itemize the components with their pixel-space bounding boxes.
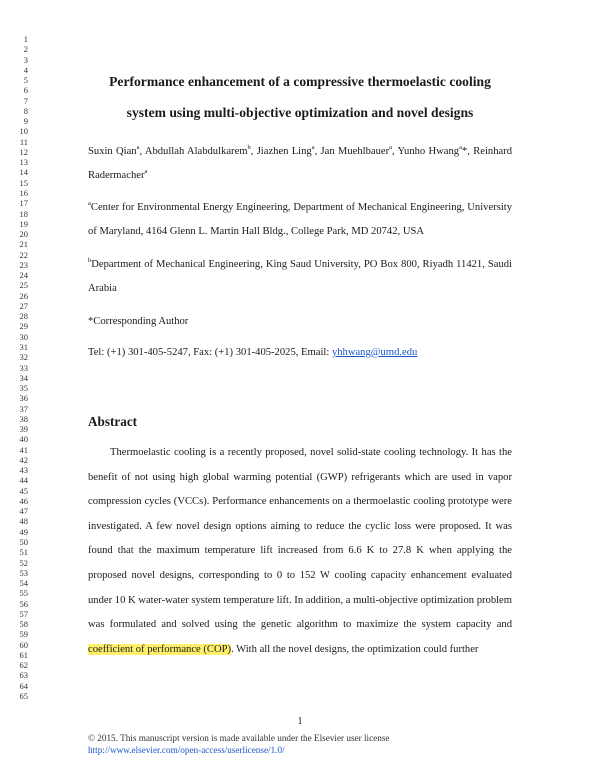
line-number: 25 (19, 280, 28, 291)
author-name: Yunho Hwang (397, 146, 460, 157)
author-name: Abdullah Alabdulkarem (144, 146, 248, 157)
license-text: © 2015. This manuscript version is made available under the Elsevier user license (88, 733, 390, 743)
paper-title (88, 66, 512, 128)
author-affiliation-mark: b (247, 144, 251, 151)
line-number: 5 (23, 75, 28, 86)
line-number: 21 (19, 239, 28, 250)
line-number: 39 (19, 424, 28, 435)
line-number: 2 (23, 44, 28, 55)
line-number: 34 (19, 372, 28, 383)
corresponding-mark: * (461, 146, 468, 157)
line-number: 63 (19, 670, 28, 681)
line-number: 52 (19, 557, 28, 568)
page-number: 1 (297, 716, 303, 727)
line-number: 37 (19, 403, 28, 414)
line-number: 17 (19, 198, 28, 209)
line-number: 55 (19, 588, 28, 599)
contact-line (88, 341, 512, 365)
line-number: 61 (19, 649, 28, 660)
line-number: 60 (19, 639, 28, 650)
line-numbers (0, 34, 28, 701)
abstract-text: Thermoelastic cooling is a recently proposed, novel solid-state cooling technology. It has the benefit of not using high global warming potential (GWP) refrigerants which are used in vapor compression cycles (VCCs). Performance enhancements on a thermoelastic cooling prototype were investigated. A few novel design options aiming to reduce the cyclic loss were proposed. It was found that the maximum temperature lift increased from 6.6 K to 27.8 K when applying the proposed novel designs, corresponding to 0 to 152 W cooling capacity enhancement evaluated under 10 K water-water system temperature lift. In addition, a multi-objective optimization problem was formulated and solved using the genetic algorithm to maximize the system capacity and (88, 447, 512, 631)
line-number: 48 (19, 516, 28, 527)
author-affiliation-mark: a (459, 144, 462, 151)
line-number: 13 (19, 157, 28, 168)
affiliation-b-text: Department of Mechanical Engineering, King Saud University, PO Box 800, Riyadh 11421, Saudi Arabia (88, 259, 512, 295)
line-number: 47 (19, 506, 28, 517)
line-number: 38 (19, 413, 28, 424)
contact-text: Tel: (+1) 301-405-5247, Fax: (+1) 301-405-2025, Email: (88, 347, 332, 358)
line-number: 44 (19, 475, 28, 486)
line-number: 64 (19, 680, 28, 691)
line-number: 18 (19, 208, 28, 219)
line-number: 32 (19, 352, 28, 363)
license-footer (88, 733, 390, 756)
line-number: 36 (19, 393, 28, 404)
line-number: 30 (19, 331, 28, 342)
line-number: 41 (19, 444, 28, 455)
author-separator: , (314, 146, 321, 157)
affiliation-b-mark: b (88, 257, 92, 264)
line-number: 7 (23, 95, 28, 106)
line-number: 65 (19, 691, 28, 701)
line-number: 58 (19, 619, 28, 630)
line-number: 15 (19, 177, 28, 188)
line-number: 8 (23, 105, 28, 116)
line-number: 53 (19, 567, 28, 578)
line-number: 51 (19, 547, 28, 558)
line-number: 35 (19, 383, 28, 394)
author-name: Reinhard Radermacher (88, 146, 513, 182)
author-affiliation-mark: a (389, 144, 393, 151)
line-number: 23 (19, 259, 28, 270)
author-separator: , (139, 146, 145, 157)
author-name: Jan Muehlbauer (320, 146, 390, 157)
author-name: Jiazhen Ling (256, 146, 312, 157)
line-number: 28 (19, 311, 28, 322)
line-number: 9 (23, 116, 28, 127)
line-number: 24 (19, 270, 28, 281)
line-number: 31 (19, 341, 28, 352)
line-number: 1 (23, 34, 28, 44)
line-number: 19 (19, 218, 28, 229)
line-number: 57 (19, 608, 28, 619)
line-number: 20 (19, 229, 28, 240)
author-separator: , (392, 146, 398, 157)
affiliation-b (88, 253, 512, 302)
affiliation-a (88, 196, 512, 245)
line-number: 11 (19, 136, 28, 147)
line-number: 40 (19, 434, 28, 445)
author-affiliation-mark: a (311, 144, 315, 151)
line-number: 4 (23, 64, 28, 75)
author-name: Suxin Qian (88, 146, 137, 157)
line-number: 50 (19, 537, 28, 548)
line-number: 56 (19, 598, 28, 609)
line-number: 49 (19, 526, 28, 537)
author-affiliation-mark: a (144, 168, 148, 176)
corresponding-author: *Corresponding Author (88, 316, 189, 327)
author-separator: , (467, 146, 474, 157)
line-number: 46 (19, 495, 28, 506)
line-number: 45 (19, 485, 28, 496)
abstract-heading: Abstract (88, 414, 138, 429)
line-number: 27 (19, 300, 28, 311)
highlighted-text[interactable]: coefficient of performance (COP) (88, 643, 232, 655)
line-number: 3 (23, 54, 28, 65)
author-separator: , (250, 146, 257, 157)
line-number: 26 (19, 290, 28, 301)
email-link[interactable]: yhhwang@umd.edu (331, 347, 418, 358)
line-number: 43 (19, 465, 28, 476)
abstract-body (88, 441, 512, 662)
line-number: 6 (23, 85, 28, 96)
line-number: 62 (19, 660, 28, 671)
affiliation-a-text: Center for Environmental Energy Engineering, Department of Mechanical Engineering, University of Maryland, 4164 Glenn L. Martin Hall Bldg., College Park, MD 20742, USA (88, 202, 512, 238)
author-affiliation-mark: a (136, 144, 140, 151)
affiliation-a-mark: a (88, 200, 91, 207)
line-number: 22 (19, 249, 28, 260)
line-number: 14 (19, 167, 28, 178)
title-line-2: system using multi-objective optimization and novel designs (126, 105, 474, 120)
line-number: 54 (19, 578, 28, 589)
license-url-link[interactable]: http://www.elsevier.com/open-access/userlicense/1.0/ (88, 744, 285, 755)
line-number: 10 (19, 126, 28, 137)
line-number: 12 (19, 146, 28, 157)
line-number: 42 (19, 454, 28, 465)
abstract-text-continued: . With all the novel designs, the optimization could further (231, 643, 479, 655)
title-line-1: Performance enhancement of a compressive thermoelastic cooling (109, 74, 491, 89)
line-number: 16 (19, 187, 28, 198)
author-list (88, 140, 512, 189)
line-number: 29 (19, 321, 28, 332)
line-number: 33 (19, 362, 28, 373)
line-number: 59 (19, 629, 28, 640)
